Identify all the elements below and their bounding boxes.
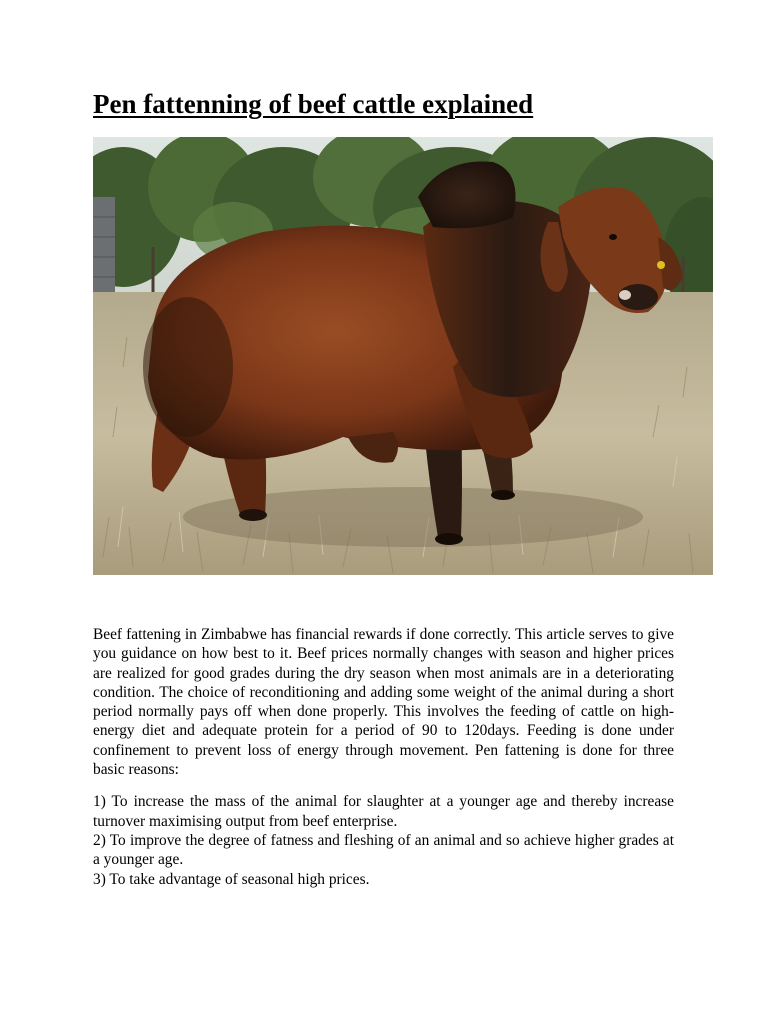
article-body bbox=[93, 625, 674, 889]
cattle-photo bbox=[93, 137, 713, 575]
intro-paragraph: Beef fattening in Zimbabwe has financial rewards if done correctly. This article serves to give you guidance on how best to it. Beef prices normally changes with season and higher prices are realized for good grades during the dry season when most animals are in a deteriorating condition. The choice of reconditioning and adding some weight of the animal during a short period normally pays off when done properly. This involves the feeding of cattle on high-energy diet and adequate protein for a period of 90 to 120days. Feeding is done under confinement to prevent loss of energy through movement. Pen fattening is done for three basic reasons: bbox=[93, 626, 674, 779]
reason-item: 1) To increase the mass of the animal for slaughter at a younger age and thereby increase turnover maximising output from beef enterprise. bbox=[93, 793, 674, 830]
page-title: Pen fattenning of beef cattle explained bbox=[93, 89, 534, 119]
reason-item: 3) To take advantage of seasonal high prices. bbox=[93, 870, 370, 888]
reason-item: 2) To improve the degree of fatness and fleshing of an animal and so achieve higher grades at a younger age. bbox=[93, 831, 674, 869]
